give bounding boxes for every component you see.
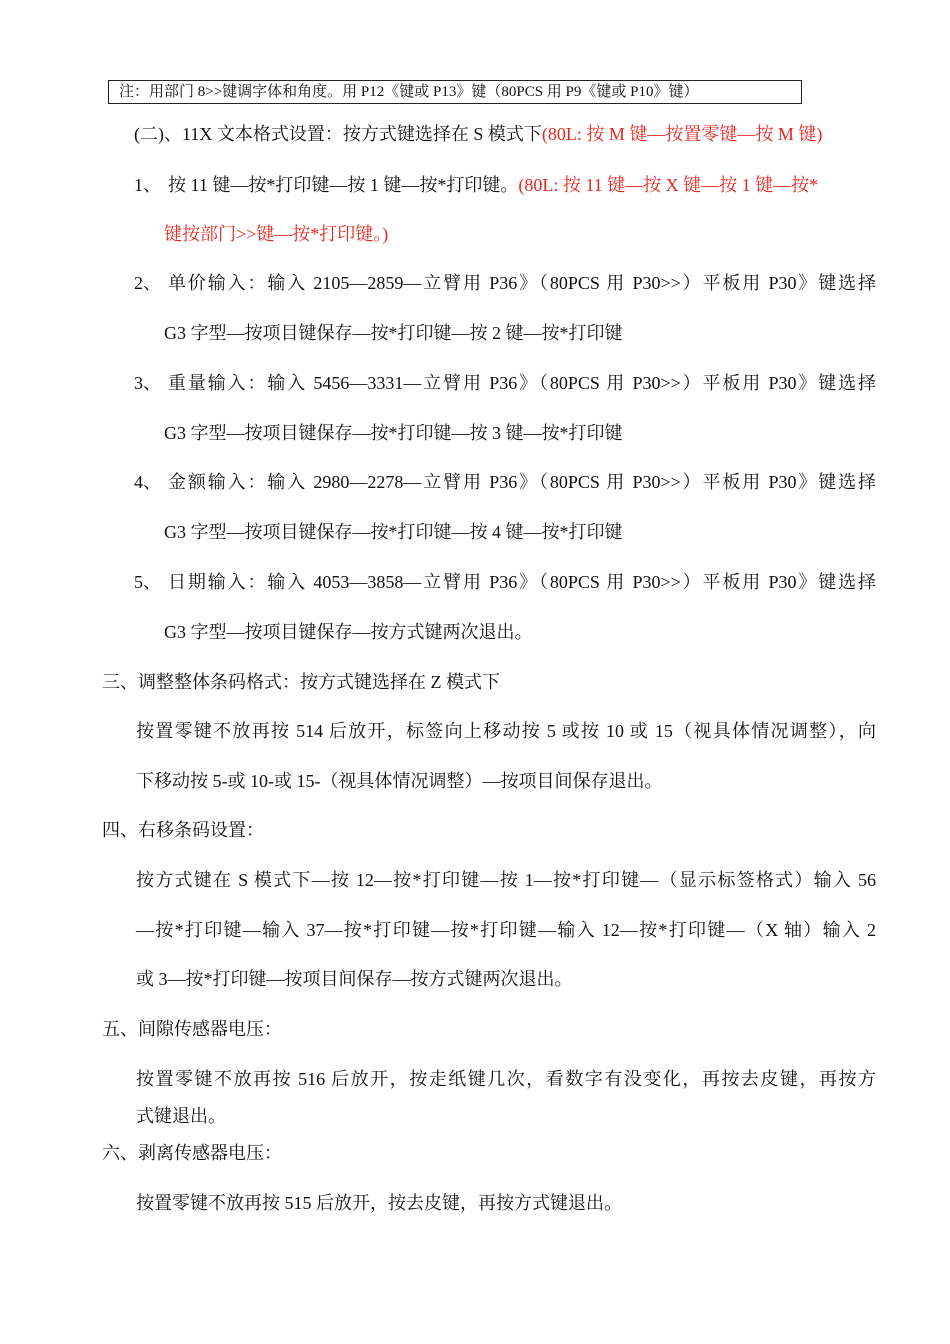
- section-6-heading: 六、剥离传感器电压：: [102, 1143, 282, 1163]
- section-4-line2: —按*打印键—输入 37—按*打印键—按*打印键—输入 12—按*打印键—（X 轴）输入 2: [136, 920, 876, 940]
- section-5-heading: 五、间隙传感器电压：: [102, 1019, 282, 1039]
- section-6-line1: 按置零键不放再按 515 后放开，按去皮键，再按方式键退出。: [136, 1193, 622, 1213]
- item-4-line2: G3 字型—按项目键保存—按*打印键—按 4 键—按*打印键: [164, 522, 623, 542]
- section-4-line1: 按方式键在 S 模式下—按 12—按*打印键—按 1—按*打印键—（显示标签格式）输入 56: [136, 870, 876, 890]
- section-5-line2: 式键退出。: [136, 1106, 226, 1126]
- section-5-line1: 按置零键不放再按 516 后放开，按走纸键几次，看数字有没变化，再按去皮键，再按方: [136, 1069, 876, 1089]
- section-4-heading: 四、右移条码设置：: [102, 820, 264, 840]
- section-2-title-red: (80L: 按 M 键—按置零键—按 M 键): [541, 124, 823, 144]
- section-3-line1: 按置零键不放再按 514 后放开，标签向上移动按 5 或按 10 或 15（视具体情况调整），向: [136, 721, 876, 741]
- item-3-number: 3、: [134, 373, 161, 393]
- item-1-red: (80L: 按 11 键—按 X 键—按 1 键—按*: [518, 175, 819, 195]
- section-2-title-text: (二)、11X 文本格式设置：按方式键选择在 S 模式下: [134, 124, 542, 144]
- section-3-line2: 下移动按 5-或 10-或 15-（视具体情况调整）—按项目间保存退出。: [136, 771, 663, 791]
- section-2-title: [134, 122, 822, 146]
- item-3-line2: G3 字型—按项目键保存—按*打印键—按 3 键—按*打印键: [164, 423, 623, 443]
- item-2-line1: 单价输入：输入 2105—2859—立臂用 P36》（80PCS 用 P30>>）平板用 P30》键选择: [168, 273, 876, 293]
- item-3-line1: 重量输入：输入 5456—3331—立臂用 P36》（80PCS 用 P30>>）平板用 P30》键选择: [168, 373, 876, 393]
- item-1-line1: [168, 173, 818, 197]
- item-5-number: 5、: [134, 572, 161, 592]
- note-box: 注：用部门 8>>键调字体和角度。用 P12《键或 P13》键（80PCS 用 P9《键或 P10》键）: [108, 80, 802, 104]
- section-4-line3: 或 3—按*打印键—按项目间保存—按方式键两次退出。: [136, 969, 573, 989]
- item-2-number: 2、: [134, 273, 161, 293]
- item-5-line1: 日期输入：输入 4053—3858—立臂用 P36》（80PCS 用 P30>>）平板用 P30》键选择: [168, 572, 876, 592]
- item-5-line2: G3 字型—按项目键保存—按方式键两次退出。: [164, 622, 533, 642]
- item-1-text: 按 11 键—按*打印键—按 1 键—按*打印键。: [168, 175, 519, 195]
- item-4-number: 4、: [134, 472, 161, 492]
- item-1-number: 1、: [134, 175, 161, 195]
- item-1-line2: 键按部门>>键—按*打印键。): [164, 224, 389, 244]
- item-4-line1: 金额输入：输入 2980—2278—立臂用 P36》（80PCS 用 P30>>）平板用 P30》键选择: [168, 472, 876, 492]
- section-3-heading: 三、调整整体条码格式：按方式键选择在 Z 模式下: [102, 672, 500, 692]
- item-2-line2: G3 字型—按项目键保存—按*打印键—按 2 键—按*打印键: [164, 323, 623, 343]
